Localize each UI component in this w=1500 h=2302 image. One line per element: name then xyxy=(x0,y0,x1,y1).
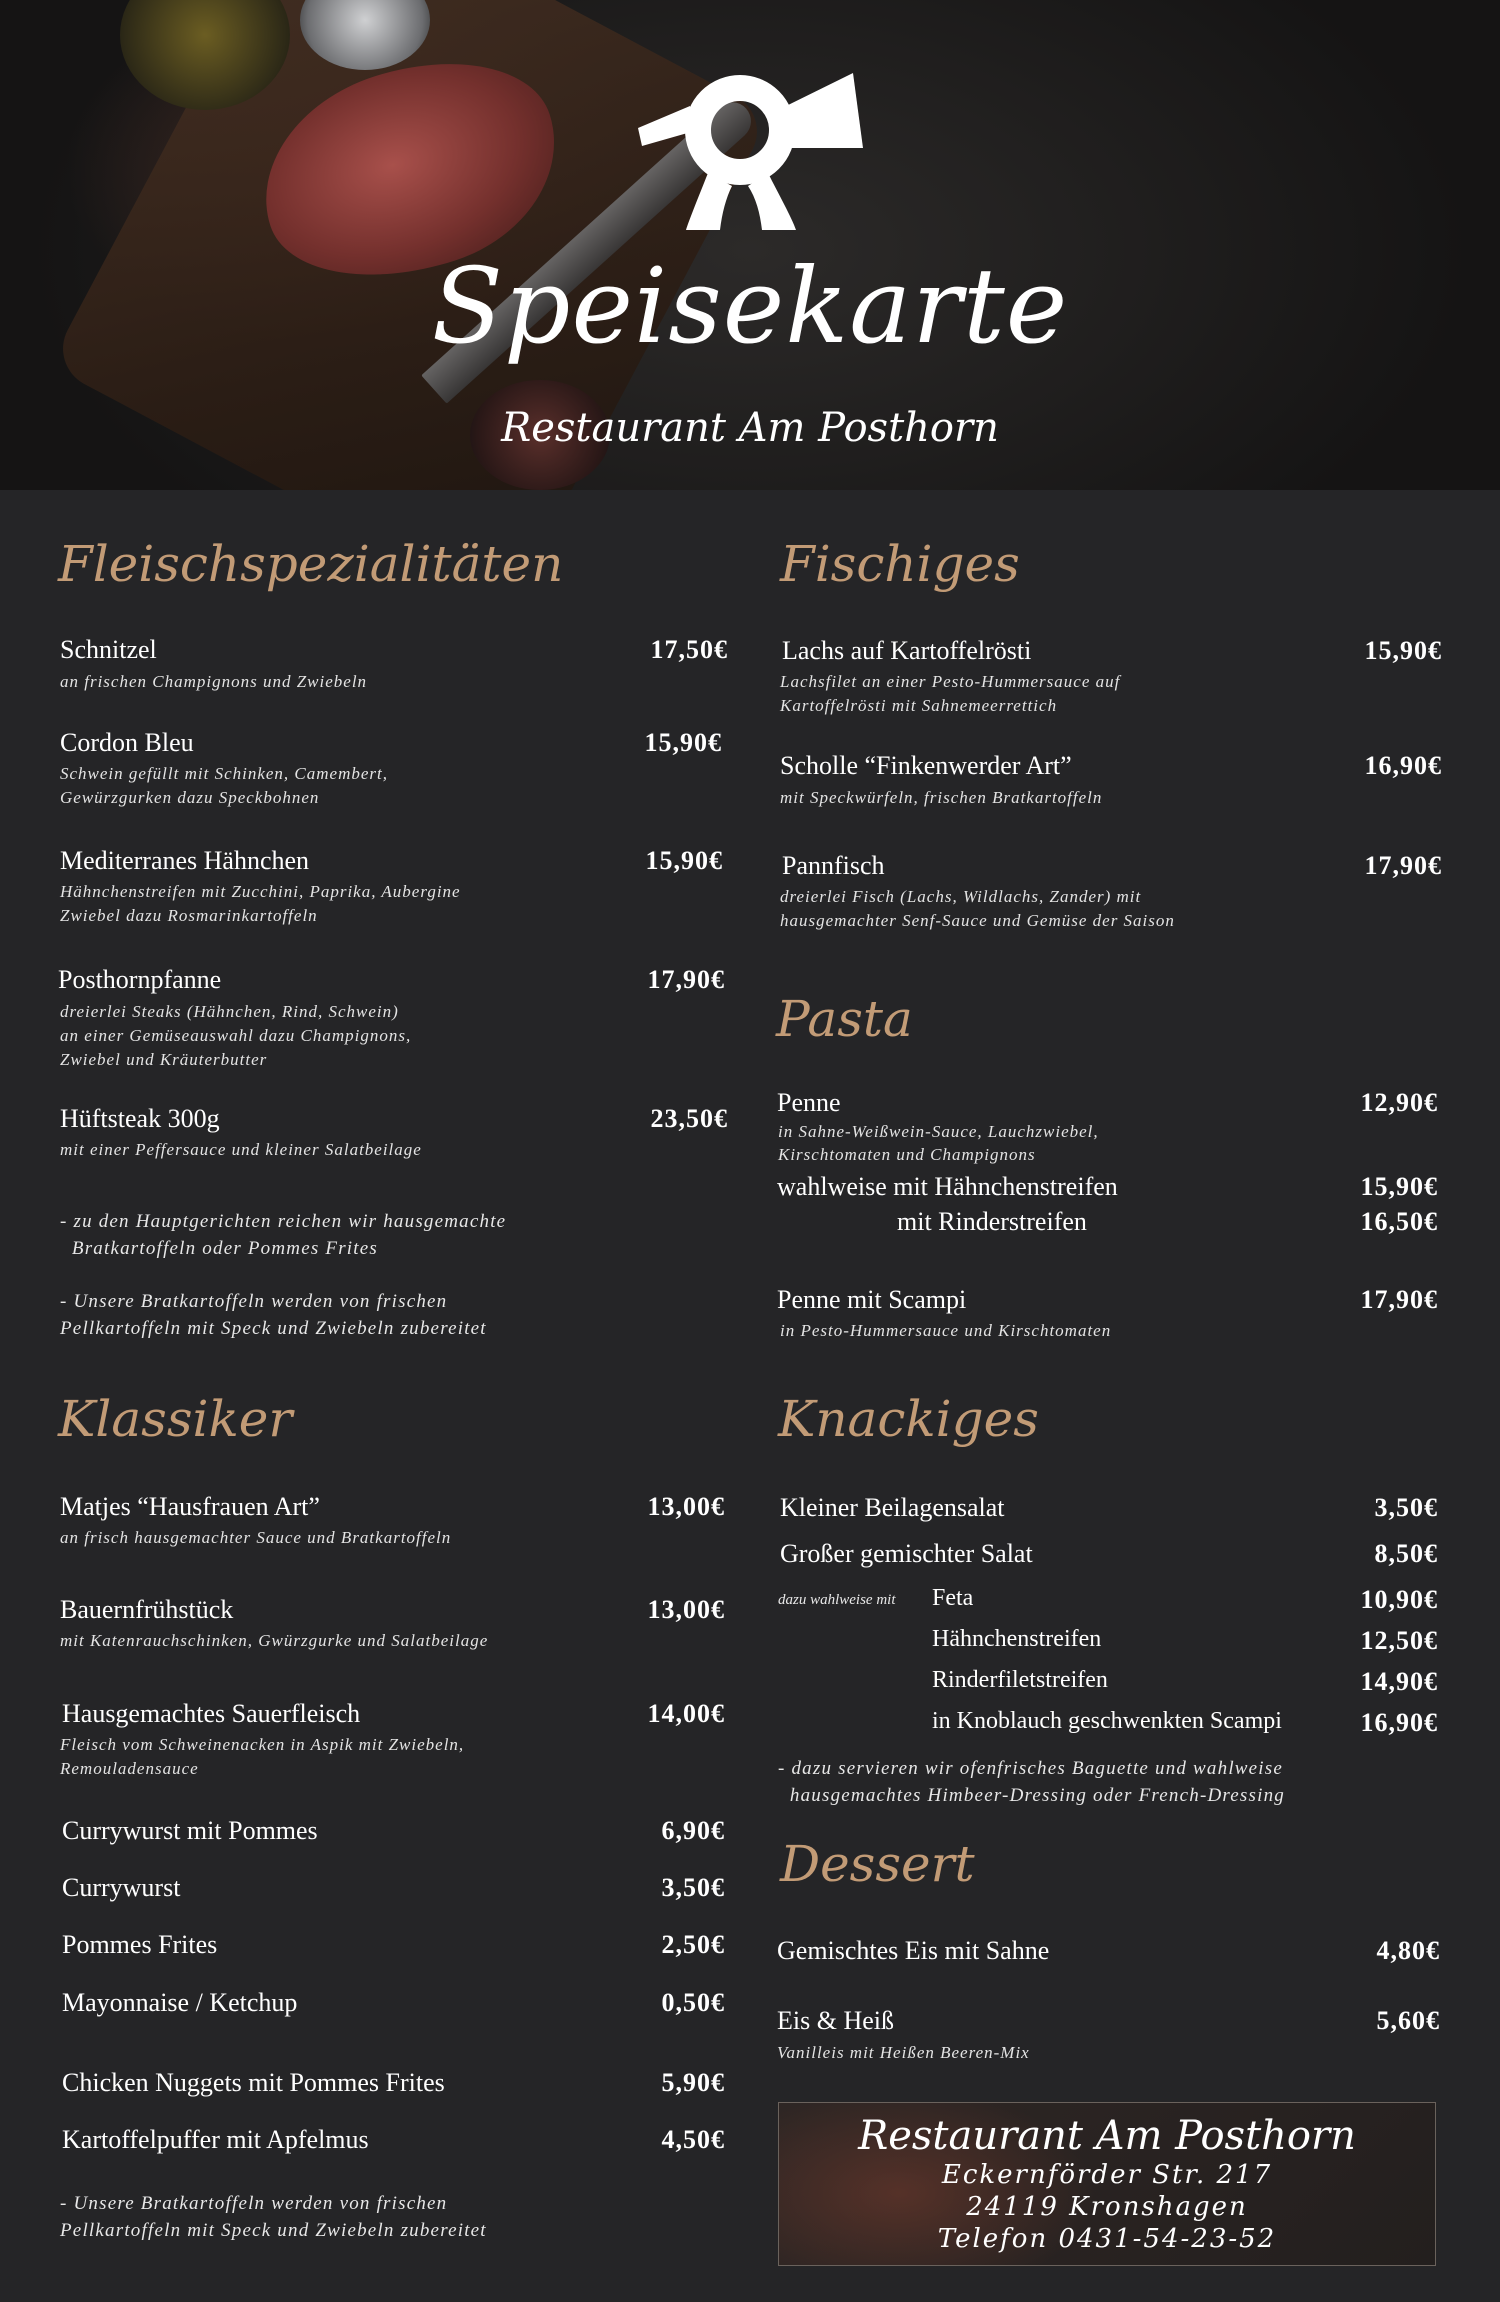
menu-item-name: Großer gemischter Salat xyxy=(780,1539,1033,1568)
menu-item-name: Hausgemachtes Sauerfleisch xyxy=(62,1699,361,1728)
menu-item-desc: dreierlei Steaks (Hähnchen, Rind, Schwein) xyxy=(60,1002,399,1021)
menu-item-desc: Hähnchenstreifen mit Zucchini, Paprika, Aubergine xyxy=(60,882,461,901)
section-title-fleisch: Fleischspezialitäten xyxy=(58,535,564,593)
addon-name: Feta xyxy=(932,1585,974,1611)
addon-label: dazu wahlweise mit xyxy=(778,1592,896,1608)
menu-item-desc: mit einer Peffersauce und kleiner Salatbeilage xyxy=(60,1140,422,1159)
addon-name: Hähnchenstreifen xyxy=(932,1626,1102,1652)
menu-item-name: Kleiner Beilagensalat xyxy=(780,1493,1005,1522)
section-title-dessert: Dessert xyxy=(780,1835,975,1893)
side-note: - zu den Hauptgerichten reichen wir hausgemachte xyxy=(60,1211,507,1232)
menu-item-price: 6,90€ xyxy=(661,1816,725,1845)
menu-item-name: Lachs auf Kartoffelrösti xyxy=(782,636,1032,665)
menu-item-desc: Lachsfilet an einer Pesto-Hummersauce auf xyxy=(780,672,1121,691)
menu-item-price: 17,90€ xyxy=(647,965,725,994)
menu-item-desc: in Pesto-Hummersauce und Kirschtomaten xyxy=(780,1321,1112,1340)
addon-name: Rinderfiletstreifen xyxy=(932,1667,1108,1693)
side-note: Bratkartoffeln oder Pommes Frites xyxy=(60,1238,378,1259)
address-card xyxy=(778,2102,1436,2266)
footer-phone: Telefon 0431-54-23-52 xyxy=(937,2224,1277,2254)
menu-item-desc: Gewürzgurken dazu Speckbohnen xyxy=(60,788,320,807)
addon-price: 16,90€ xyxy=(1360,1708,1438,1737)
menu-item-price: 15,90€ xyxy=(1364,636,1442,665)
menu-item-name: Posthornpfanne xyxy=(58,965,222,994)
footer-street: Eckernförder Str. 217 xyxy=(941,2160,1273,2190)
menu-item-name: Currywurst xyxy=(62,1873,181,1902)
menu-item-price: 15,90€ xyxy=(645,846,723,875)
menu-item-name: Penne mit Scampi xyxy=(777,1285,967,1314)
menu-item-desc: Vanilleis mit Heißen Beeren-Mix xyxy=(777,2043,1030,2062)
addon-name: in Knoblauch geschwenkten Scampi xyxy=(932,1708,1282,1734)
page-title: Speisekarte xyxy=(431,245,1069,367)
restaurant-subtitle: Restaurant Am Posthorn xyxy=(501,405,999,451)
menu-item-name: Schnitzel xyxy=(60,635,157,664)
menu-item-name: Penne xyxy=(777,1088,841,1117)
menu-item-price: 0,50€ xyxy=(661,1988,725,2017)
menu-option-name: mit Rinderstreifen xyxy=(897,1207,1087,1236)
menu-item-name: Matjes “Hausfrauen Art” xyxy=(60,1492,320,1521)
section-title-fisch: Fischiges xyxy=(780,535,1020,593)
menu-item-name: Currywurst mit Pommes xyxy=(62,1816,318,1845)
menu-item-price: 3,50€ xyxy=(661,1873,725,1902)
menu-item-desc: an frisch hausgemachter Sauce und Bratkartoffeln xyxy=(60,1528,452,1547)
menu-item-desc: in Sahne-Weißwein-Sauce, Lauchzwiebel, xyxy=(778,1122,1099,1141)
menu-option-name: wahlweise mit Hähnchenstreifen xyxy=(777,1172,1118,1201)
menu-item-name: Pannfisch xyxy=(782,851,885,880)
menu-item-name: Eis & Heiß xyxy=(777,2006,894,2035)
menu-item-price: 4,80€ xyxy=(1376,1936,1440,1965)
header-banner xyxy=(0,0,1500,490)
menu-item-name: Hüftsteak 300g xyxy=(60,1104,220,1133)
side-note: Pellkartoffeln mit Speck und Zwiebeln zubereitet xyxy=(60,1318,487,1339)
menu-item-name: Pommes Frites xyxy=(62,1930,218,1959)
addon-price: 12,50€ xyxy=(1360,1626,1438,1655)
menu-item-price: 2,50€ xyxy=(661,1930,725,1959)
posthorn-logo-icon xyxy=(628,58,868,238)
menu-item-desc: Kirschtomaten und Champignons xyxy=(778,1145,1036,1164)
menu-item-name: Gemischtes Eis mit Sahne xyxy=(777,1936,1050,1965)
menu-item-price: 8,50€ xyxy=(1374,1539,1438,1568)
menu-item-price: 15,90€ xyxy=(644,728,722,757)
menu-item-price: 3,50€ xyxy=(1374,1493,1438,1522)
footer-city: 24119 Kronshagen xyxy=(966,2192,1248,2222)
addon-price: 14,90€ xyxy=(1360,1667,1438,1696)
side-note: - Unsere Bratkartoffeln werden von frischen xyxy=(60,1291,448,1312)
menu-item-price: 17,90€ xyxy=(1360,1285,1438,1314)
addon-price: 10,90€ xyxy=(1360,1585,1438,1614)
menu-item-desc: dreierlei Fisch (Lachs, Wildlachs, Zander) mit xyxy=(780,887,1142,906)
menu-item-price: 14,00€ xyxy=(647,1699,725,1728)
side-note: hausgemachtes Himbeer-Dressing oder French-Dressing xyxy=(778,1785,1286,1806)
menu-item-desc: hausgemachter Senf-Sauce und Gemüse der Saison xyxy=(780,911,1175,930)
menu-option-price: 16,50€ xyxy=(1360,1207,1438,1236)
menu-item-price: 12,90€ xyxy=(1360,1088,1438,1117)
menu-item-desc: Kartoffelrösti mit Sahnemeerrettich xyxy=(780,696,1058,715)
menu-item-desc: Schwein gefüllt mit Schinken, Camembert, xyxy=(60,764,388,783)
menu-item-desc: Zwiebel dazu Rosmarinkartoffeln xyxy=(60,906,318,925)
menu-item-desc: an frischen Champignons und Zwiebeln xyxy=(60,672,368,691)
side-note: Pellkartoffeln mit Speck und Zwiebeln zubereitet xyxy=(60,2220,487,2241)
menu-item-desc: Zwiebel und Kräuterbutter xyxy=(60,1050,268,1069)
menu-item-price: 17,90€ xyxy=(1364,851,1442,880)
menu-item-price: 5,60€ xyxy=(1376,2006,1440,2035)
menu-option-price: 15,90€ xyxy=(1360,1172,1438,1201)
menu-item-desc: mit Speckwürfeln, frischen Bratkartoffeln xyxy=(780,788,1103,807)
menu-item-desc: an einer Gemüseauswahl dazu Champignons, xyxy=(60,1026,412,1045)
section-title-klassiker: Klassiker xyxy=(58,1390,293,1448)
menu-item-desc: mit Katenrauchschinken, Gwürzgurke und Salatbeilage xyxy=(60,1631,489,1650)
menu-item-price: 13,00€ xyxy=(647,1595,725,1624)
menu-item-name: Mayonnaise / Ketchup xyxy=(62,1988,298,2017)
menu-item-price: 16,90€ xyxy=(1364,751,1442,780)
menu-item-desc: Fleisch vom Schweinenacken in Aspik mit Zwiebeln, xyxy=(60,1735,465,1754)
menu-item-price: 17,50€ xyxy=(650,635,728,664)
menu-item-name: Bauernfrühstück xyxy=(60,1595,234,1624)
menu-item-desc: Remouladensauce xyxy=(60,1759,199,1778)
menu-item-price: 13,00€ xyxy=(647,1492,725,1521)
menu-item-price: 23,50€ xyxy=(650,1104,728,1133)
side-note: - dazu servieren wir ofenfrisches Baguette und wahlweise xyxy=(778,1758,1284,1779)
menu-item-price: 5,90€ xyxy=(661,2068,725,2097)
footer-restaurant-name: Restaurant Am Posthorn xyxy=(858,2113,1356,2159)
menu-item-name: Mediterranes Hähnchen xyxy=(60,846,310,875)
menu-item-name: Scholle “Finkenwerder Art” xyxy=(780,751,1072,780)
section-title-pasta: Pasta xyxy=(776,990,913,1048)
menu-item-name: Chicken Nuggets mit Pommes Frites xyxy=(62,2068,445,2097)
section-title-knackiges: Knackiges xyxy=(778,1390,1039,1448)
menu-item-name: Cordon Bleu xyxy=(60,728,194,757)
menu-item-price: 4,50€ xyxy=(661,2125,725,2154)
menu-item-name: Kartoffelpuffer mit Apfelmus xyxy=(62,2125,369,2154)
side-note: - Unsere Bratkartoffeln werden von frischen xyxy=(60,2193,448,2214)
